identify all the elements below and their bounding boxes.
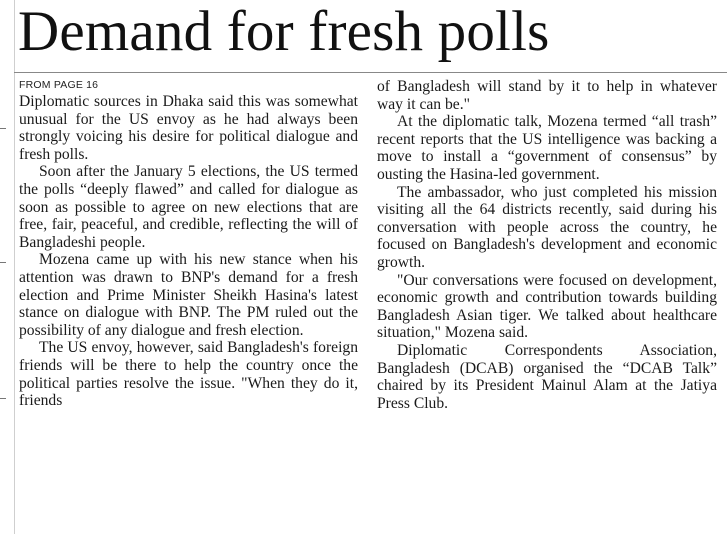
crop-mark bbox=[0, 398, 6, 399]
paragraph: At the diplomatic talk, Mozena termed “all trash” recent reports that the US intelligence was backing a move to install a “government of consensus” by ousting the Hasina-led government. bbox=[377, 113, 717, 183]
article-column-1 bbox=[19, 78, 358, 410]
crop-mark bbox=[0, 262, 6, 263]
paragraph: of Bangladesh will stand by it to help in whatever way it can be." bbox=[377, 78, 717, 113]
paragraph: "Our conversations were focused on development, economic growth and contribution towards building Bangladesh Asian tiger. We talked about healthcare situation," Mozena said. bbox=[377, 271, 717, 342]
paragraph: The ambassador, who just completed his mission visiting all the 64 districts recently, said during his conversation with people across the country, he focused on Bangladesh's development and economic growth. bbox=[377, 183, 717, 271]
jump-line: FROM PAGE 16 bbox=[19, 79, 99, 91]
paragraph: The US envoy, however, said Bangladesh's foreign friends will be there to help the country once the political parties resolve the issue. "When they do it, friends bbox=[19, 339, 358, 410]
article-column-2 bbox=[377, 78, 717, 412]
paragraph: Soon after the January 5 elections, the US termed the polls “deeply flawed” and called for dialogue as soon as possible to agree on new elections that are free, fair, peaceful, and credible, reflecting the will of Bangladeshi people. bbox=[19, 163, 358, 251]
headline: Demand for fresh polls bbox=[18, 0, 550, 63]
headline-rule bbox=[14, 72, 727, 73]
crop-mark bbox=[0, 128, 6, 129]
paragraph: Diplomatic sources in Dhaka said this was somewhat unusual for the US envoy as he had always been strongly voicing his desire for political dialogue and fresh polls. bbox=[19, 93, 358, 163]
paragraph: Diplomatic Correspondents Association, Bangladesh (DCAB) organised the “DCAB Talk” chaired by its President Mainul Alam at the Jatiya Press Club. bbox=[377, 341, 717, 412]
page-gutter-line bbox=[14, 0, 15, 534]
paragraph: Mozena came up with his new stance when his attention was drawn to BNP's demand for a fresh election and Prime Minister Sheikh Hasina's latest stance on dialogue with BNP. The PM ruled out the possibility of any dialogue and fresh election. bbox=[19, 251, 358, 339]
